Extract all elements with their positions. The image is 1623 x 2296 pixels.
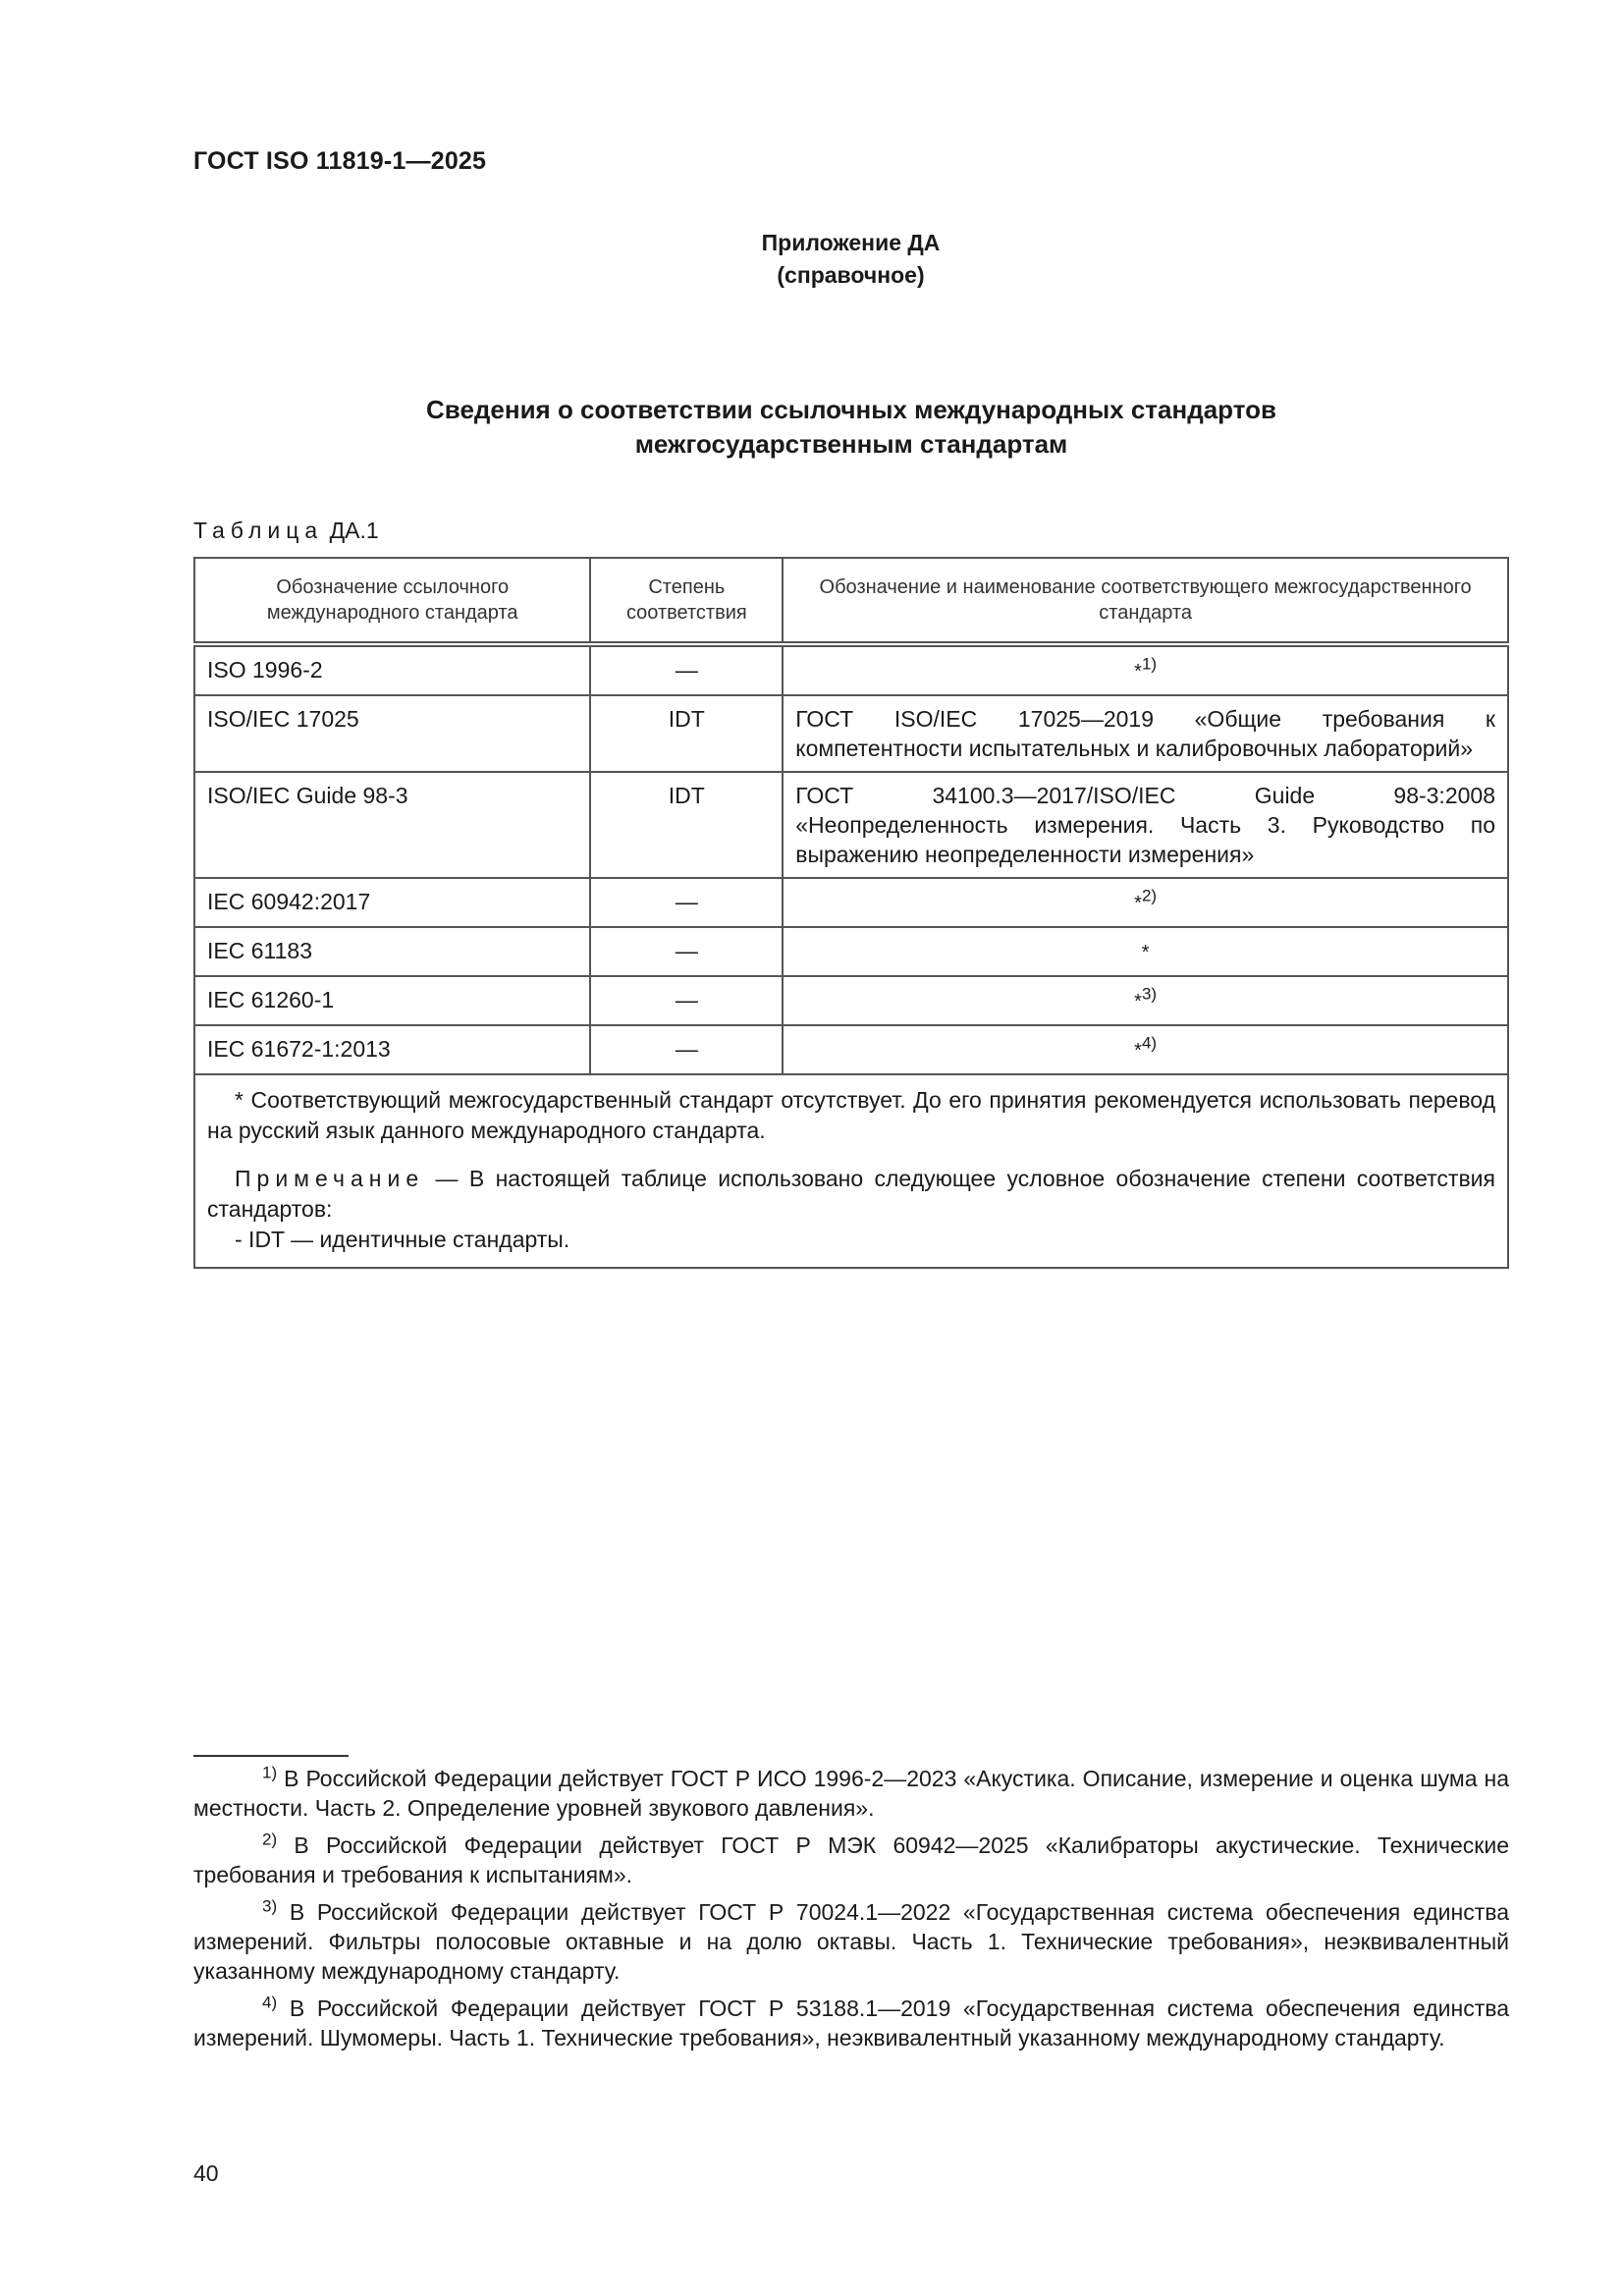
cell-degree: — xyxy=(590,878,783,927)
table-header-row xyxy=(194,558,1508,644)
footnote-ref: 4) xyxy=(1141,1033,1158,1053)
cell-code: IEC 61672-1:2013 xyxy=(194,1025,590,1074)
note-text: — В настоящей таблице использовано следующее условное обозначение степени соответствия стандартов: xyxy=(207,1166,1495,1222)
table-notes-row xyxy=(194,1074,1508,1268)
cell-code: ISO/IEC Guide 98-3 xyxy=(194,772,590,878)
cell-name xyxy=(783,927,1508,976)
cell-name: ГОСТ ISO/IEC 17025—2019 «Общие требования к компетентности испытательных и калибровочных лабораторий» xyxy=(783,695,1508,772)
note-label: Примечание xyxy=(235,1166,425,1191)
cell-code: IEC 61183 xyxy=(194,927,590,976)
cell-degree: — xyxy=(590,976,783,1025)
table-row xyxy=(194,772,1508,878)
standards-table xyxy=(193,557,1509,1269)
annex-subtitle: (справочное) xyxy=(777,262,925,288)
absent-marker: * xyxy=(1134,991,1142,1012)
footnote-text: В Российской Федерации действует ГОСТ Р ИСО 1996-2—2023 «Акустика. Описание, измерение и оценка шума на местности. Часть 2. Определение уровней звукового давления». xyxy=(193,1766,1509,1821)
header-interstate-standard: Обозначение и наименование соответствующего межгосударственного стандарта xyxy=(783,558,1508,644)
table-notes xyxy=(194,1074,1508,1268)
cell-name xyxy=(783,976,1508,1025)
footnote-ref: 3) xyxy=(1141,984,1158,1004)
absent-marker: * xyxy=(1141,942,1150,963)
cell-name xyxy=(783,878,1508,927)
absent-marker: * xyxy=(1134,893,1142,914)
footnote-ref: 2) xyxy=(1141,886,1158,905)
cell-name: ГОСТ 34100.3—2017/ISO/IEC Guide 98-3:2008 «Неопределенность измерения. Часть 3. Руководство по выражению неопределенности измерения» xyxy=(783,772,1508,878)
table-row xyxy=(194,1025,1508,1074)
table-caption xyxy=(193,518,379,544)
header-reference-standard: Обозначение ссылочного международного стандарта xyxy=(194,558,590,644)
footnote-text: В Российской Федерации действует ГОСТ Р 53188.1—2019 «Государственная система обеспечения единства измерений. Шумомеры. Часть 1. Технические требования», неэквивалентный указанному международному стандарту. xyxy=(193,1995,1509,2050)
cell-name xyxy=(783,1025,1508,1074)
table-row xyxy=(194,878,1508,927)
cell-code: ISO 1996-2 xyxy=(194,644,590,695)
footnote-marker: 4) xyxy=(262,1993,278,2012)
footnote-marker: 1) xyxy=(262,1763,278,1782)
footnote-text: В Российской Федерации действует ГОСТ Р 70024.1—2022 «Государственная система обеспечения единства измерений. Фильтры полосовые октавные и на долю октавы. Часть 1. Технические требования», неэквивалентный указанному международному стандарту. xyxy=(193,1899,1509,1984)
footnote-4 xyxy=(193,1994,1509,2052)
table-note xyxy=(207,1164,1495,1225)
footnotes xyxy=(193,1764,1509,2060)
footnote-marker: 3) xyxy=(262,1896,278,1916)
footnote-text: В Российской Федерации действует ГОСТ Р МЭК 60942—2025 «Калибраторы акустические. Технические требования и требования к испытаниям». xyxy=(193,1832,1509,1887)
cell-degree: — xyxy=(590,927,783,976)
section-title-line-1: Сведения о соответствии ссылочных международных стандартов xyxy=(426,395,1276,424)
cell-degree: — xyxy=(590,1025,783,1074)
cell-code: IEC 61260-1 xyxy=(194,976,590,1025)
section-title-line-2: межгосударственным стандартам xyxy=(634,429,1068,459)
cell-code: ISO/IEC 17025 xyxy=(194,695,590,772)
table-caption-number: ДА.1 xyxy=(329,518,379,543)
page-number: 40 xyxy=(193,2160,219,2186)
legend-item: - IDT — идентичные стандарты. xyxy=(235,1227,570,1252)
absent-marker: * xyxy=(1134,661,1142,683)
cell-name xyxy=(783,644,1508,695)
table-row xyxy=(194,927,1508,976)
footnote-divider xyxy=(193,1755,349,1757)
document-code: ГОСТ ISO 11819-1—2025 xyxy=(193,147,487,175)
footnote-ref: 1) xyxy=(1141,654,1158,674)
footnote-1 xyxy=(193,1764,1509,1823)
footnote-3 xyxy=(193,1897,1509,1986)
cell-degree: IDT xyxy=(590,695,783,772)
footnote-marker: 2) xyxy=(262,1830,278,1849)
cell-degree: — xyxy=(590,644,783,695)
header-degree: Степень соответствия xyxy=(590,558,783,644)
annex-title: Приложение ДА xyxy=(761,230,941,255)
cell-degree: IDT xyxy=(590,772,783,878)
section-title xyxy=(193,393,1509,462)
table-row xyxy=(194,695,1508,772)
table-caption-prefix: Таблица xyxy=(193,518,324,543)
table-row xyxy=(194,644,1508,695)
absent-marker: * xyxy=(1134,1040,1142,1062)
annex-heading xyxy=(0,227,1623,292)
cell-code: IEC 60942:2017 xyxy=(194,878,590,927)
asterisk-note: * Соответствующий межгосударственный стандарт отсутствует. До его принятия рекомендуется использовать перевод на русский язык данного международного стандарта. xyxy=(207,1087,1495,1143)
table-row xyxy=(194,976,1508,1025)
footnote-2 xyxy=(193,1831,1509,1889)
